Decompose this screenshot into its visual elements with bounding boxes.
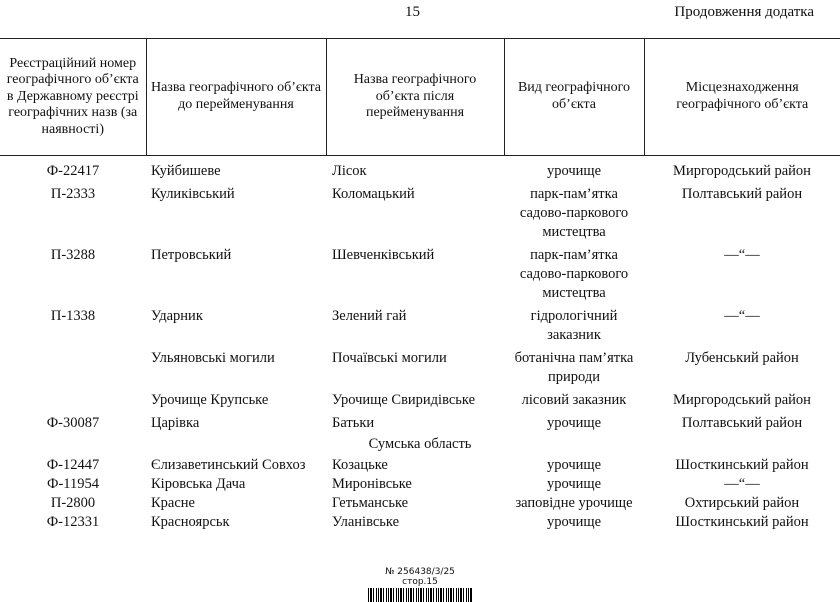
old-name: Урочище Крупське (151, 392, 269, 408)
registration-number: П-2800 (50, 495, 96, 511)
registration-number: Ф-30087 (46, 415, 100, 431)
new-name: Урочище Свиридівське (332, 392, 476, 408)
object-type: урочище (546, 415, 602, 431)
registration-number: П-1338 (50, 308, 96, 324)
page-number: 15 (405, 4, 420, 20)
table-row (0, 185, 840, 246)
geographic-names-table (0, 38, 840, 532)
header-location: Місцезнаходження географічного об’єкта (644, 39, 840, 156)
location: —“— (724, 308, 760, 324)
stamp-number: № 256438/3/25 стор.15 (385, 567, 455, 587)
table-row (0, 246, 840, 307)
new-name: Козацьке (332, 457, 388, 473)
object-type: урочище (546, 457, 602, 473)
table-row (0, 456, 840, 475)
location: Лубенський район (685, 350, 799, 366)
location: Полтавський район (681, 415, 803, 431)
table-row (0, 156, 840, 186)
registration-number: П-3288 (50, 247, 96, 263)
table-row (0, 475, 840, 494)
registration-number: Ф-22417 (46, 163, 100, 179)
object-type: урочище (546, 514, 602, 530)
table-row (0, 349, 840, 391)
object-type: парк-пам’ятка садово-паркового мистецтва (519, 186, 629, 240)
header-object-type: Вид географічного об’єкта (504, 39, 644, 156)
region-heading: Сумська область (368, 436, 472, 452)
new-name: Гетьманське (332, 495, 409, 511)
old-name: Красне (151, 495, 195, 511)
table-row (0, 513, 840, 532)
location: —“— (724, 247, 760, 263)
old-name: Ульяновські могили (151, 350, 275, 366)
new-name: Шевченківський (332, 247, 435, 263)
old-name: Ударник (151, 308, 203, 324)
new-name: Коломацький (332, 186, 415, 202)
location: Шосткинський район (675, 514, 809, 530)
new-name: Миронівське (332, 476, 412, 492)
old-name: Красноярськ (151, 514, 230, 530)
registration-number (0, 391, 146, 414)
document-stamp (368, 567, 472, 602)
object-type: гідрологічний заказник (530, 308, 618, 343)
new-name: Уланівське (332, 514, 400, 530)
registration-number: Ф-11954 (47, 476, 99, 492)
location: Миргородський район (673, 392, 811, 408)
old-name: Царівка (151, 415, 200, 431)
old-name: Петровський (151, 247, 232, 263)
old-name: Куликівський (151, 186, 235, 202)
object-type: урочище (546, 476, 602, 492)
table-row (0, 307, 840, 349)
registration-number: Ф-12331 (46, 514, 100, 530)
new-name: Батьки (332, 415, 375, 431)
new-name: Почаївські могили (332, 350, 447, 366)
old-name: Кіровська Дача (151, 476, 246, 492)
header-registration-number: Реєстраційний номер географічного об’єкта в Державному реєстрі географічних назв (за наявності) (0, 39, 146, 156)
location: Шосткинський район (675, 457, 809, 473)
location: Полтавський район (681, 186, 803, 202)
old-name: Куйбишеве (151, 163, 221, 179)
registration-number (0, 349, 146, 391)
location: Охтирський район (684, 495, 800, 511)
header-old-name: Назва географічного об’єкта до перейменування (146, 39, 326, 156)
table-row (0, 414, 840, 433)
location: Миргородський район (673, 163, 811, 179)
registration-number: Ф-12447 (46, 457, 100, 473)
continuation-label: Продовження додатка (674, 4, 814, 20)
new-name: Лісок (332, 163, 367, 179)
table-row (0, 494, 840, 513)
object-type: парк-пам’ятка садово-паркового мистецтва (519, 247, 629, 301)
object-type: заповідне урочище (515, 495, 633, 511)
header-new-name: Назва географічного об’єкта після перейменування (326, 39, 504, 156)
object-type: ботанічна пам’ятка природи (514, 350, 634, 385)
object-type: лісовий заказник (521, 392, 627, 408)
registration-number: П-2333 (50, 186, 96, 202)
new-name: Зелений гай (332, 308, 407, 324)
location: —“— (724, 476, 760, 492)
old-name: Єлизаветинський Совхоз (151, 457, 306, 473)
region-heading-row (0, 433, 840, 456)
object-type: урочище (546, 163, 602, 179)
table-row (0, 391, 840, 414)
table-header-row (0, 39, 840, 156)
